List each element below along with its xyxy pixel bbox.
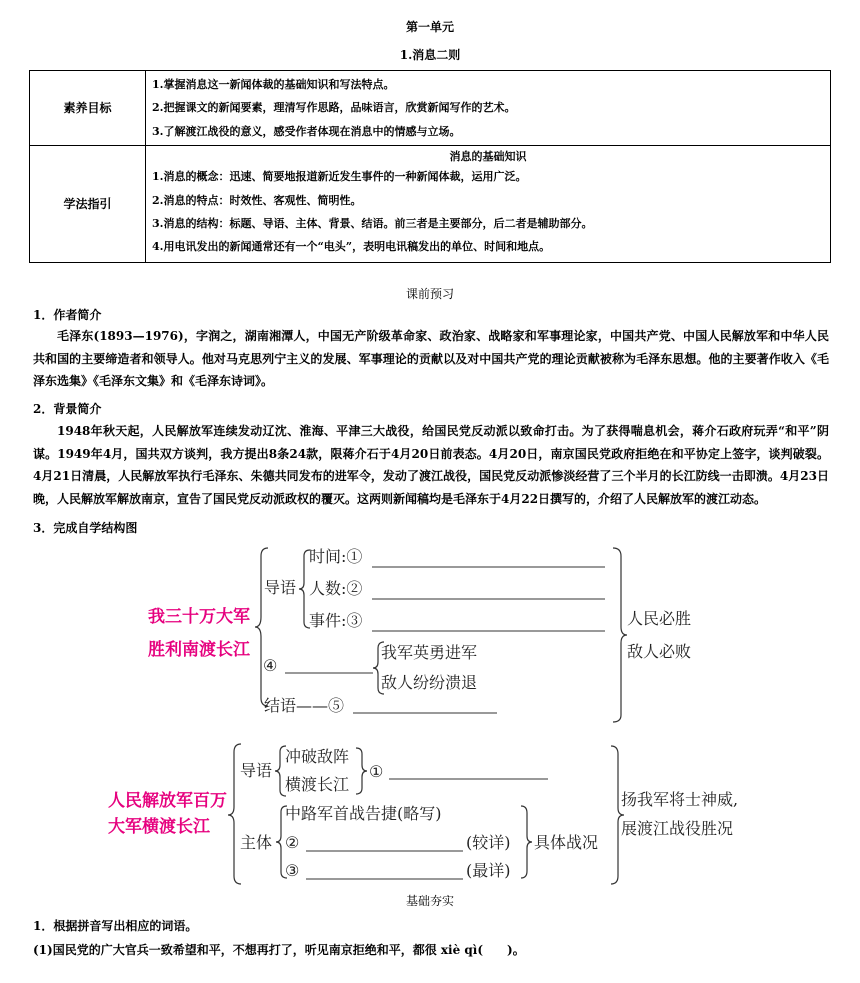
diagram2-lead-item-1: 冲破敌阵: [285, 747, 350, 766]
diagram2-body-group: 具体战况: [534, 833, 599, 852]
literacy-item: 3.了解渡江战役的意义，感受作者体现在消息中的情感与立场。: [152, 124, 461, 138]
diagram2-body-note-1: (较详): [466, 833, 511, 852]
lesson-title: 1.消息二则: [399, 48, 461, 62]
background-heading: 2．背景简介: [33, 402, 102, 416]
diagram2-conclusion-1: 扬我军将士神威,: [621, 790, 739, 809]
diagram1-body-mark: ④: [263, 656, 278, 675]
diagram1-lead-time: 时间:①: [309, 547, 363, 566]
diagram1-title-line1: 我三十万大军: [148, 607, 250, 627]
diagram2-title-line2: 大军横渡长江: [108, 817, 210, 837]
diagram2-body-item-3: ③: [285, 861, 300, 880]
diagram1-lead-count: 人数:②: [309, 579, 363, 598]
diagram2-lead-blank-mark: ①: [369, 762, 384, 781]
diagram2-body-note-2: (最详): [466, 861, 511, 880]
basics-title: 基础夯实: [405, 894, 454, 908]
method-item: 3.消息的结构：标题、导语、主体、背景、结语。前三者是主要部分，后二者是辅助部分。: [152, 216, 593, 230]
diagram2-conclusion-2: 展渡江战役胜况: [621, 819, 734, 838]
literacy-item: 2.把握课文的新闻要素，理清写作思路，品味语言，欣赏新闻写作的艺术。: [152, 101, 516, 115]
diagram1-body-item-1: 我军英勇进军: [381, 643, 478, 662]
author-heading: 1．作者简介: [33, 308, 102, 322]
diagram1-title-line2: 胜利南渡长江: [148, 640, 250, 660]
method-title: 消息的基础知识: [449, 150, 527, 164]
method-item: 2.消息的特点：时效性、客观性、简明性。: [152, 193, 362, 207]
basics-question-1-1: (1)国民党的广大官兵一致希望和平，不想再打了，听见南京拒绝和平，都很 xiè qì( )。: [33, 943, 525, 957]
diagram2-body-item-2: ②: [285, 833, 300, 852]
diagram2-conclusion-brace: [611, 746, 624, 884]
diagram2-body-close-brace: [521, 806, 532, 878]
diagram2-title-line1: 人民解放军百万: [108, 791, 227, 811]
method-label: 学法指引: [30, 145, 146, 262]
diagram1-conclusion-1: 人民必胜: [627, 609, 692, 628]
diagram2-lead-item-2: 横渡长江: [285, 775, 350, 794]
diagram1-lead-label: 导语: [264, 578, 297, 597]
diagram1-lead-event: 事件:③: [309, 611, 363, 630]
diagram1-body-item-2: 敌人纷纷溃退: [381, 673, 478, 692]
diagram2-lead-close-brace: [356, 748, 367, 794]
diagram2-lead-label: 导语: [240, 761, 273, 780]
unit-title: 第一单元: [405, 20, 454, 34]
diagram1-conclusion-2: 敌人必败: [627, 642, 692, 661]
basics-question-1: 1．根据拼音写出相应的词语。: [33, 919, 198, 933]
literacy-label: 素养目标: [30, 71, 146, 146]
diagram2-body-label: 主体: [240, 833, 273, 852]
author-text: 毛泽东(1893—1976)，字润之，湖南湘潭人，中国无产阶级革命家、政治家、战略家和军事理论家，中国共产党、中国人民解放军和中华人民共和国的主要缔造者和领导人。他对马克思列宁主义的发展、军事理论的贡献以及对中国共产党的理论贡献被称为毛泽东思想。他的主要著作收入《毛泽东选集》《毛泽东文集》和《毛泽东诗词》。: [33, 329, 829, 388]
method-item: 4.用电讯发出的新闻通常还有一个“电头”，表明电讯稿发出的单位、时间和地点。: [152, 240, 551, 254]
preview-title: 课前预习: [405, 287, 454, 301]
diagram-heading: 3．完成自学结构图: [33, 521, 138, 535]
diagram1-main-brace: [255, 548, 268, 706]
literacy-item: 1.掌握消息这一新闻体裁的基础知识和写法特点。: [152, 78, 395, 91]
diagram2-body-item-1: 中路军首战告捷(略写): [285, 804, 442, 823]
diagram1-conclusion-brace: [613, 548, 627, 722]
method-item: 1.消息的概念：迅速、简要地报道新近发生事件的一种新闻体裁，运用广泛。: [152, 170, 527, 184]
diagram1-ending: 结语——⑤: [264, 696, 345, 715]
structure-diagram-2: [108, 744, 738, 884]
structure-diagram-1: [148, 547, 691, 722]
background-text: 1948年秋天起，人民解放军连续发动辽沈、淮海、平津三大战役，给国民党反动派以致命打击。为了获得喘息机会，蒋介石政府玩弄“和平”阴谋。1949年4月，国共双方谈判，我方提出8条24款，限蒋介石于4月20日前表态。4月20日，南京国民党政府拒绝在和平协定上签字，谈判破裂。4月21日清晨，人民解放军执行毛泽东、朱德共同发布的进军令，发动了渡江战役，国民党反动派惨淡经营了三个半月的长江防线一击即溃。4月23日晚，人民解放军解放南京，宣告了国民党反动派政权的覆灭。这两则新闻稿均是毛泽东于4月22日撰写的，介绍了人民解放军的渡江动态。: [33, 424, 829, 506]
